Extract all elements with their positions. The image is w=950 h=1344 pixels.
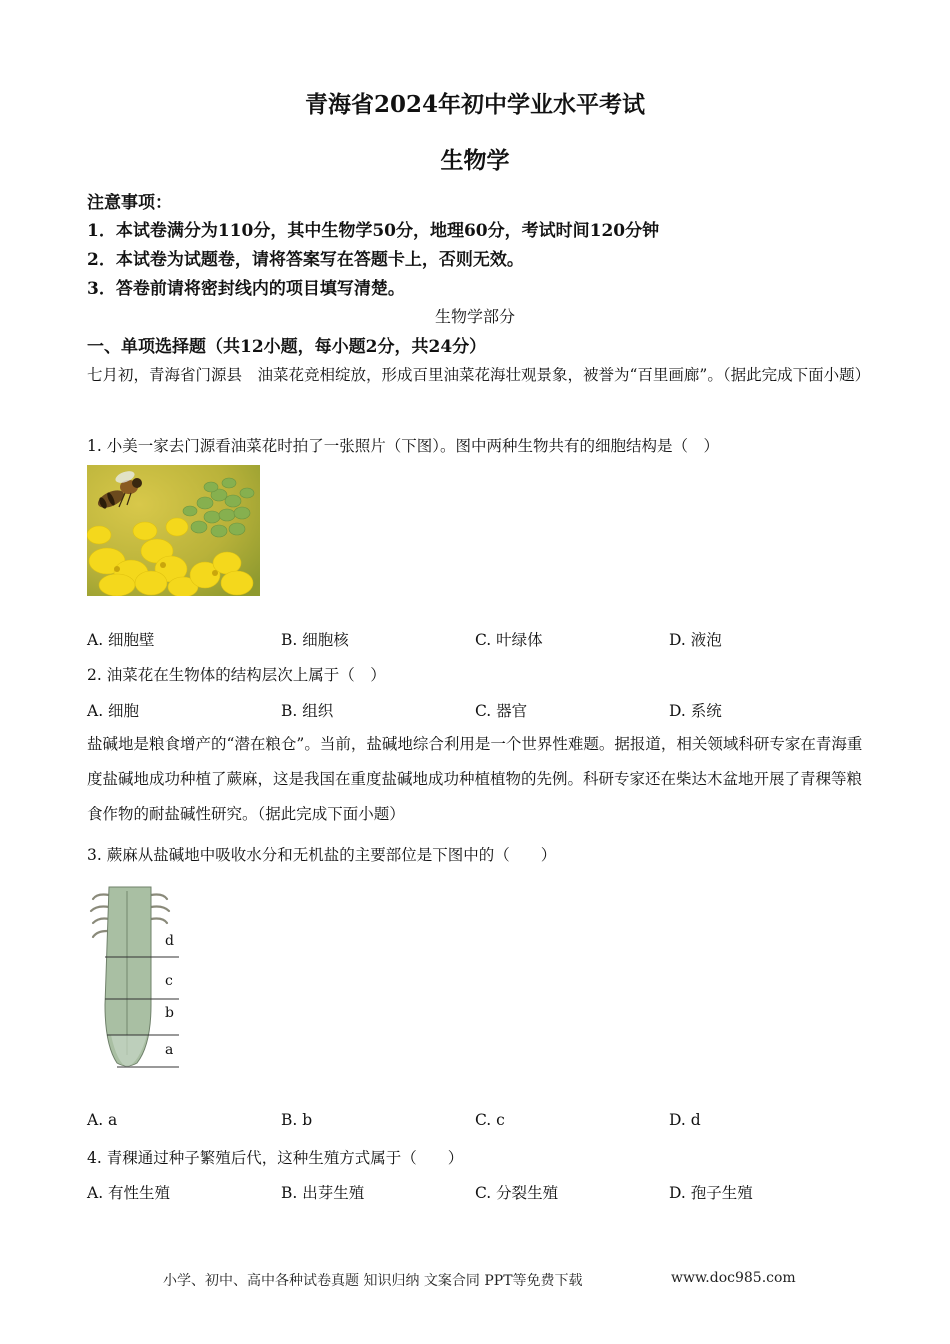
q1-option-c: C. 叶绿体: [475, 631, 543, 649]
root-label-d: d: [165, 933, 174, 949]
q1-option-d: D. 液泡: [669, 631, 722, 649]
q4-option-c: C. 分裂生殖: [475, 1184, 559, 1202]
question-1-stem: 1. 小美一家去门源看油菜花时拍了一张照片（下图）。图中两种生物共有的细胞结构是（ ）: [87, 437, 719, 455]
notice-item: 2．本试卷为试题卷，请将答案写在答题卡上，否则无效。: [87, 250, 524, 270]
q4-option-b: B. 出芽生殖: [281, 1184, 365, 1202]
notice-heading: 注意事项：: [87, 193, 172, 213]
q3-option-c: C. c: [475, 1111, 505, 1129]
question-4-stem: 4. 青稞通过种子繁殖后代，这种生殖方式属于（ ）: [87, 1149, 464, 1167]
q3-option-a: A. a: [87, 1111, 118, 1129]
footer-text: 小学、初中、高中各种试卷真题 知识归纳 文案合同 PPT等免费下载: [163, 1273, 583, 1289]
q2-option-d: D. 系统: [669, 702, 722, 720]
root-label-b: b: [165, 1005, 174, 1021]
q3-option-d: D. d: [669, 1111, 701, 1129]
exam-title: 青海省2024年初中学业水平考试: [304, 91, 645, 118]
bee-flower-photo: [87, 465, 260, 596]
notice-item: 1．本试卷满分为110分，其中生物学50分，地理60分，考试时间120分钟: [87, 221, 660, 241]
q1-option-b: B. 细胞核: [281, 631, 349, 649]
subject-title: 生物学: [440, 147, 510, 174]
material-paragraph-2: 盐碱地是粮食增产的“潜在粮仓”。当前，盐碱地综合利用是一个世界性难题。据报道，相关领域科研专家在青海重度盐碱地成功种植了蕨麻，这是我国在重度盐碱地成功种植植物的先例。科研专家还在柴达木盆地开展了青稞等粮食作物的耐盐碱性研究。（据此完成下面小题）: [87, 735, 863, 823]
q2-option-c: C. 器官: [475, 702, 528, 720]
notice-item: 3．答卷前请将密封线内的项目填写清楚。: [87, 279, 405, 299]
q3-option-b: B. b: [281, 1111, 313, 1129]
part-title: 生物学部分: [434, 307, 515, 326]
material-paragraph-1: 七月初，青海省门源县 油菜花竞相绽放，形成百里油菜花海壮观景象，被誉为“百里画廊”。（据此完成下面小题）: [87, 366, 871, 384]
question-3-stem: 3. 蕨麻从盐碱地中吸收水分和无机盐的主要部位是下图中的（ ）: [87, 846, 557, 864]
section-heading: 一、单项选择题（共12小题，每小题2分，共24分）: [87, 337, 487, 357]
q2-option-a: A. 细胞: [87, 702, 140, 720]
question-2-stem: 2. 油菜花在生物体的结构层次上属于（ ）: [87, 666, 386, 684]
root-label-a: a: [165, 1042, 174, 1058]
footer-url[interactable]: www.doc985.com: [671, 1270, 796, 1286]
q1-option-a: A. 细胞壁: [87, 631, 155, 649]
q4-option-d: D. 孢子生殖: [669, 1184, 753, 1202]
root-label-c: c: [165, 973, 173, 989]
root-tip-diagram: [87, 885, 182, 1071]
q4-option-a: A. 有性生殖: [87, 1184, 171, 1202]
q2-option-b: B. 组织: [281, 702, 334, 720]
